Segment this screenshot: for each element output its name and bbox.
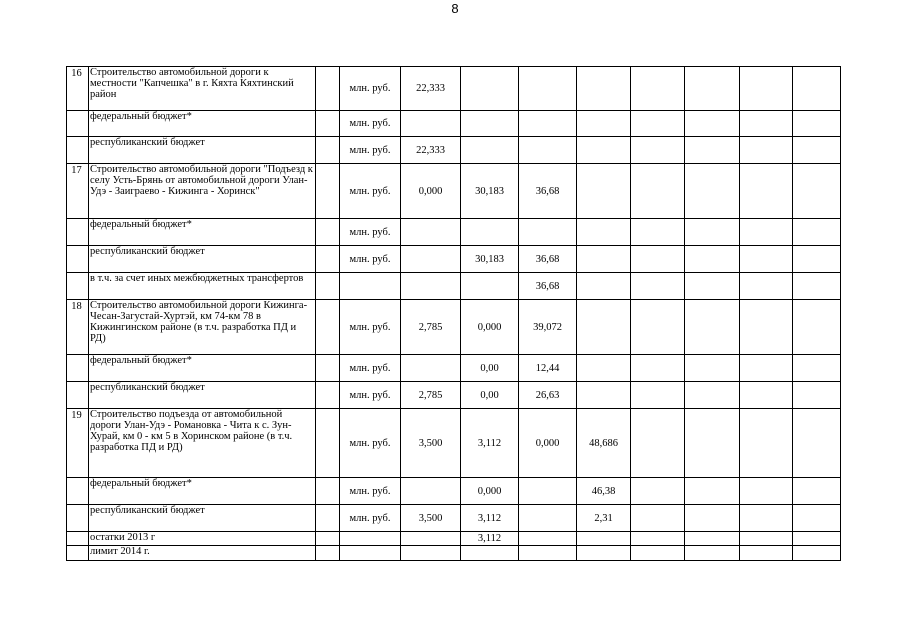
blank-cell (316, 532, 340, 546)
value-cell: 3,500 (401, 409, 461, 478)
value-cell (577, 137, 631, 164)
item-name-cell: республиканский бюджет (89, 382, 316, 409)
value-cell: 48,686 (577, 409, 631, 478)
value-cell: 3,500 (401, 505, 461, 532)
value-cell: 22,333 (401, 137, 461, 164)
unit-cell: млн. руб. (340, 67, 401, 111)
row-number-cell (67, 478, 89, 505)
unit-cell: млн. руб. (340, 219, 401, 246)
value-cell (401, 273, 461, 300)
value-cell (685, 67, 740, 111)
value-cell (685, 478, 740, 505)
value-cell (793, 478, 841, 505)
row-number-cell (67, 273, 89, 300)
value-cell (740, 478, 793, 505)
item-name-cell: федеральный бюджет* (89, 478, 316, 505)
value-cell (685, 546, 740, 561)
value-cell (685, 505, 740, 532)
unit-cell: млн. руб. (340, 382, 401, 409)
value-cell (461, 273, 519, 300)
value-cell (631, 409, 685, 478)
value-cell (401, 219, 461, 246)
blank-cell (316, 382, 340, 409)
value-cell (793, 409, 841, 478)
blank-cell (316, 478, 340, 505)
row-number-cell (67, 532, 89, 546)
value-cell (401, 532, 461, 546)
value-cell (793, 532, 841, 546)
value-cell: 2,785 (401, 300, 461, 355)
value-cell: 12,44 (519, 355, 577, 382)
item-name-cell: остатки 2013 г (89, 532, 316, 546)
value-cell (793, 355, 841, 382)
table-row (67, 355, 841, 382)
value-cell (577, 246, 631, 273)
item-name-cell: Строительство автомобильной дороги к местности "Капчешка" в г. Кяхта Кяхтинский район (89, 67, 316, 111)
value-cell (577, 111, 631, 137)
value-cell (740, 137, 793, 164)
unit-cell: млн. руб. (340, 164, 401, 219)
row-number-cell (67, 246, 89, 273)
value-cell (519, 67, 577, 111)
value-cell (631, 300, 685, 355)
table-row (67, 273, 841, 300)
value-cell (685, 111, 740, 137)
value-cell (740, 164, 793, 219)
value-cell (793, 300, 841, 355)
value-cell (631, 546, 685, 561)
value-cell: 36,68 (519, 164, 577, 219)
unit-cell: млн. руб. (340, 505, 401, 532)
value-cell (740, 300, 793, 355)
value-cell: 26,63 (519, 382, 577, 409)
value-cell: 2,31 (577, 505, 631, 532)
blank-cell (316, 546, 340, 561)
value-cell (793, 246, 841, 273)
unit-cell (340, 546, 401, 561)
value-cell (461, 67, 519, 111)
value-cell (401, 478, 461, 505)
table-row (67, 505, 841, 532)
value-cell (631, 67, 685, 111)
value-cell: 0,000 (519, 409, 577, 478)
value-cell: 3,112 (461, 409, 519, 478)
row-number-cell: 18 (67, 300, 89, 355)
value-cell (740, 219, 793, 246)
value-cell (461, 219, 519, 246)
table-row (67, 532, 841, 546)
table-row (67, 409, 841, 478)
value-cell (740, 355, 793, 382)
value-cell: 30,183 (461, 246, 519, 273)
value-cell (793, 219, 841, 246)
unit-cell (340, 273, 401, 300)
value-cell (631, 355, 685, 382)
table-row (67, 246, 841, 273)
value-cell: 39,072 (519, 300, 577, 355)
value-cell (577, 382, 631, 409)
value-cell (577, 164, 631, 219)
value-cell (401, 546, 461, 561)
value-cell: 30,183 (461, 164, 519, 219)
value-cell (519, 532, 577, 546)
value-cell (793, 137, 841, 164)
value-cell (519, 219, 577, 246)
value-cell (577, 355, 631, 382)
table-row (67, 478, 841, 505)
value-cell (793, 67, 841, 111)
value-cell (685, 409, 740, 478)
value-cell (631, 164, 685, 219)
item-name-cell: республиканский бюджет (89, 505, 316, 532)
value-cell (577, 532, 631, 546)
value-cell: 36,68 (519, 273, 577, 300)
value-cell (461, 137, 519, 164)
table-row (67, 219, 841, 246)
unit-cell: млн. руб. (340, 246, 401, 273)
unit-cell: млн. руб. (340, 478, 401, 505)
blank-cell (316, 505, 340, 532)
row-number-cell (67, 137, 89, 164)
value-cell (519, 546, 577, 561)
value-cell: 46,38 (577, 478, 631, 505)
row-number-cell (67, 219, 89, 246)
value-cell (401, 111, 461, 137)
item-name-cell: Строительство автомобильной дороги Кижинга-Чесан-Загустай-Хуртэй, км 74-км 78 в Кижингинском районе (в т.ч. разработка ПД и РД) (89, 300, 316, 355)
blank-cell (316, 246, 340, 273)
value-cell: 0,000 (461, 478, 519, 505)
value-cell (577, 219, 631, 246)
value-cell (401, 355, 461, 382)
item-name-cell: в т.ч. за счет иных межбюджетных трансфертов (89, 273, 316, 300)
value-cell (740, 505, 793, 532)
value-cell (631, 505, 685, 532)
table-row (67, 382, 841, 409)
item-name-cell: лимит 2014 г. (89, 546, 316, 561)
value-cell (685, 273, 740, 300)
value-cell (577, 67, 631, 111)
value-cell (685, 355, 740, 382)
table-body (67, 67, 841, 561)
value-cell (631, 478, 685, 505)
value-cell: 2,785 (401, 382, 461, 409)
blank-cell (316, 300, 340, 355)
value-cell: 0,000 (401, 164, 461, 219)
value-cell (740, 246, 793, 273)
table-row (67, 164, 841, 219)
item-name-cell: республиканский бюджет (89, 246, 316, 273)
item-name-cell: республиканский бюджет (89, 137, 316, 164)
value-cell (740, 546, 793, 561)
value-cell (793, 111, 841, 137)
unit-cell: млн. руб. (340, 137, 401, 164)
value-cell (631, 219, 685, 246)
value-cell (631, 532, 685, 546)
value-cell (519, 478, 577, 505)
unit-cell: млн. руб. (340, 409, 401, 478)
value-cell (577, 546, 631, 561)
blank-cell (316, 409, 340, 478)
unit-cell: млн. руб. (340, 300, 401, 355)
value-cell: 0,00 (461, 382, 519, 409)
row-number-cell: 16 (67, 67, 89, 111)
value-cell: 36,68 (519, 246, 577, 273)
item-name-cell: федеральный бюджет* (89, 355, 316, 382)
value-cell (793, 273, 841, 300)
value-cell (793, 546, 841, 561)
value-cell (685, 219, 740, 246)
value-cell (401, 246, 461, 273)
value-cell (685, 137, 740, 164)
value-cell (577, 300, 631, 355)
value-cell (685, 246, 740, 273)
table-row (67, 137, 841, 164)
budget-table (66, 66, 841, 561)
value-cell (461, 546, 519, 561)
item-name-cell: Строительство автомобильной дороги "Подъезд к селу Усть-Брянь от автомобильной дороги Улан-Удэ - Заиграево - Кижинга - Хоринск" (89, 164, 316, 219)
item-name-cell: федеральный бюджет* (89, 219, 316, 246)
unit-cell: млн. руб. (340, 111, 401, 137)
blank-cell (316, 67, 340, 111)
blank-cell (316, 355, 340, 382)
value-cell (740, 67, 793, 111)
value-cell (461, 111, 519, 137)
blank-cell (316, 273, 340, 300)
value-cell (740, 409, 793, 478)
value-cell (631, 273, 685, 300)
value-cell (519, 111, 577, 137)
row-number-cell (67, 546, 89, 561)
value-cell (631, 137, 685, 164)
blank-cell (316, 219, 340, 246)
row-number-cell (67, 111, 89, 137)
value-cell (519, 505, 577, 532)
row-number-cell (67, 355, 89, 382)
value-cell (740, 382, 793, 409)
row-number-cell: 19 (67, 409, 89, 478)
unit-cell (340, 532, 401, 546)
value-cell (685, 532, 740, 546)
unit-cell: млн. руб. (340, 355, 401, 382)
value-cell: 3,112 (461, 505, 519, 532)
blank-cell (316, 164, 340, 219)
item-name-cell: Строительство подъезда от автомобильной дороги Улан-Удэ - Романовка - Чита к с. Зун-Хурай, км 0 - км 5 в Хоринском районе (в т.ч. разработка ПД и РД) (89, 409, 316, 478)
table-row (67, 111, 841, 137)
value-cell (631, 382, 685, 409)
table-row (67, 67, 841, 111)
value-cell (631, 246, 685, 273)
value-cell: 22,333 (401, 67, 461, 111)
value-cell: 0,00 (461, 355, 519, 382)
row-number-cell: 17 (67, 164, 89, 219)
row-number-cell (67, 382, 89, 409)
table-row (67, 300, 841, 355)
value-cell (793, 505, 841, 532)
value-cell: 3,112 (461, 532, 519, 546)
value-cell (685, 300, 740, 355)
value-cell (740, 273, 793, 300)
blank-cell (316, 137, 340, 164)
value-cell (577, 273, 631, 300)
value-cell (685, 382, 740, 409)
row-number-cell (67, 505, 89, 532)
value-cell (519, 137, 577, 164)
value-cell (793, 382, 841, 409)
value-cell (740, 532, 793, 546)
item-name-cell: федеральный бюджет* (89, 111, 316, 137)
value-cell (740, 111, 793, 137)
value-cell (793, 164, 841, 219)
table-row (67, 546, 841, 561)
page-number: 8 (451, 1, 459, 16)
value-cell: 0,000 (461, 300, 519, 355)
value-cell (685, 164, 740, 219)
blank-cell (316, 111, 340, 137)
value-cell (631, 111, 685, 137)
